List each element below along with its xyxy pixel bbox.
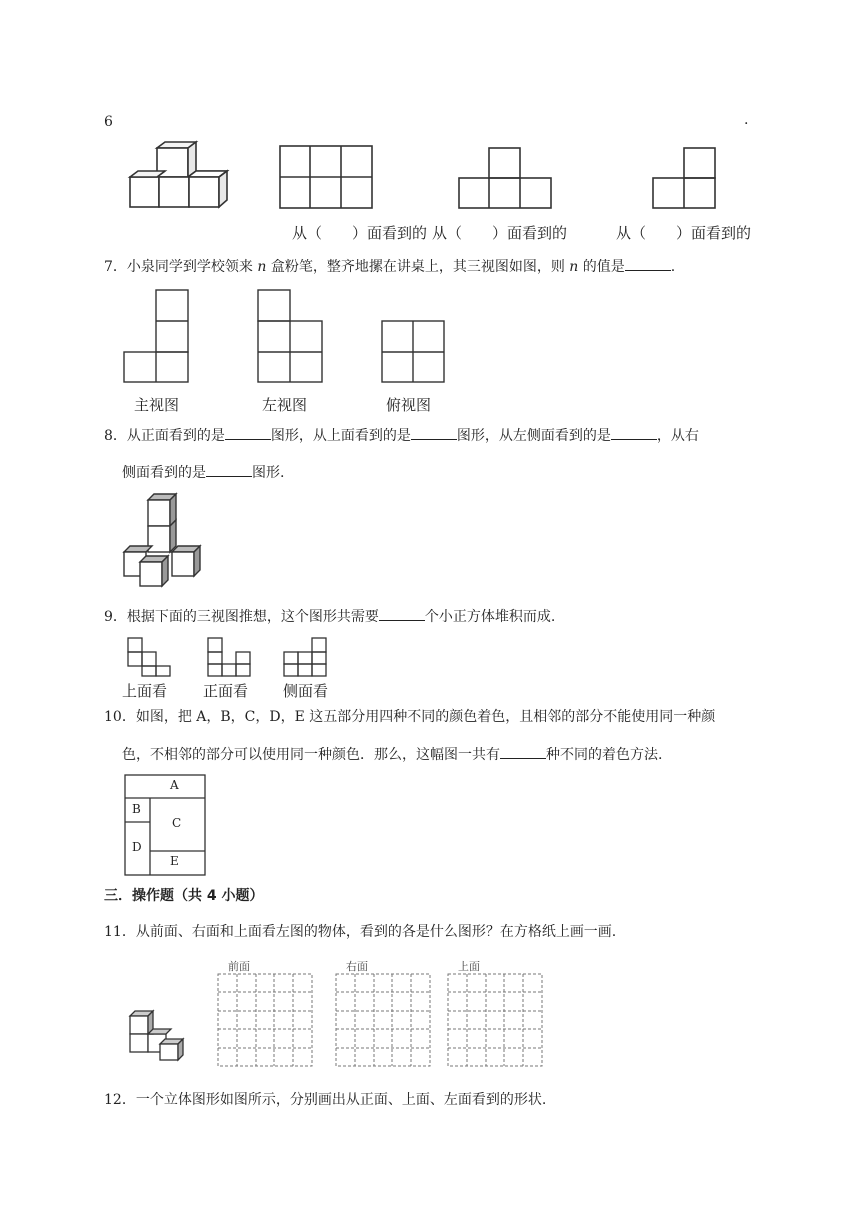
- q8-line2: 侧面看到的是 图形.: [122, 462, 284, 483]
- q8-line1: 8．从正面看到的是 图形，从上面看到的是 图形，从左侧面看到的是 ，从右: [104, 425, 699, 446]
- q6-caption-3: 从（ ）面看到的: [616, 224, 752, 242]
- q9-figure: [124, 634, 334, 684]
- q9-label-top: 上面看: [122, 682, 168, 700]
- q6-view-1: [280, 146, 372, 208]
- q6-number: 6: [104, 114, 113, 130]
- region-e: E: [170, 854, 179, 868]
- q9-label-front: 正面看: [203, 682, 249, 700]
- grid-title-right: 右面: [346, 960, 368, 973]
- q7-label-left: 左视图: [262, 396, 308, 414]
- q11-figure: [124, 960, 554, 1070]
- grid-title-top: 上面: [458, 960, 480, 973]
- q10-line1: 10．如图，把 A，B，C，D，E 这五部分用四种不同的颜色着色，且相邻的部分不能使用同一种颜: [104, 709, 716, 725]
- q6-view-3: [653, 148, 715, 208]
- region-b: B: [132, 802, 141, 816]
- q9-text: 9．根据下面的三视图推想，这个图形共需要 个小正方体堆积而成.: [104, 606, 555, 627]
- section-title: 三．操作题（共 4 小题）: [104, 888, 264, 904]
- q11-text: 11．从前面、右面和上面看左图的物体，看到的各是什么图形？在方格纸上画一画.: [104, 924, 617, 940]
- q7-label-top: 俯视图: [386, 396, 432, 414]
- q6-view-2: [459, 148, 551, 208]
- q8-figure: [120, 490, 210, 590]
- q10-figure: [124, 774, 208, 876]
- grid-title-front: 前面: [228, 960, 250, 973]
- q10-line2: 色，不相邻的部分可以使用同一种颜色．那么，这幅图一共有 种不同的着色方法.: [122, 744, 662, 765]
- q12-text: 12．一个立体图形如图所示，分别画出从正面、上面、左面看到的形状.: [104, 1092, 547, 1108]
- q6-cube-solid: [130, 142, 227, 207]
- q6-trailing-dot: .: [744, 112, 749, 128]
- q7-figure: [120, 288, 450, 388]
- region-c: C: [172, 816, 182, 830]
- q6-caption-1: 从（ ）面看到的: [292, 224, 428, 242]
- q9-label-side: 侧面看: [283, 682, 329, 700]
- q6-caption-2: 从（ ）面看到的: [432, 224, 568, 242]
- region-d: D: [132, 840, 142, 854]
- q7-text: 7．小泉同学到学校领来 n 盒粉笔，整齐地摞在讲桌上，其三视图如图，则 n 的值是 .: [104, 256, 675, 277]
- region-a: A: [170, 778, 179, 792]
- q7-label-main: 主视图: [134, 396, 180, 414]
